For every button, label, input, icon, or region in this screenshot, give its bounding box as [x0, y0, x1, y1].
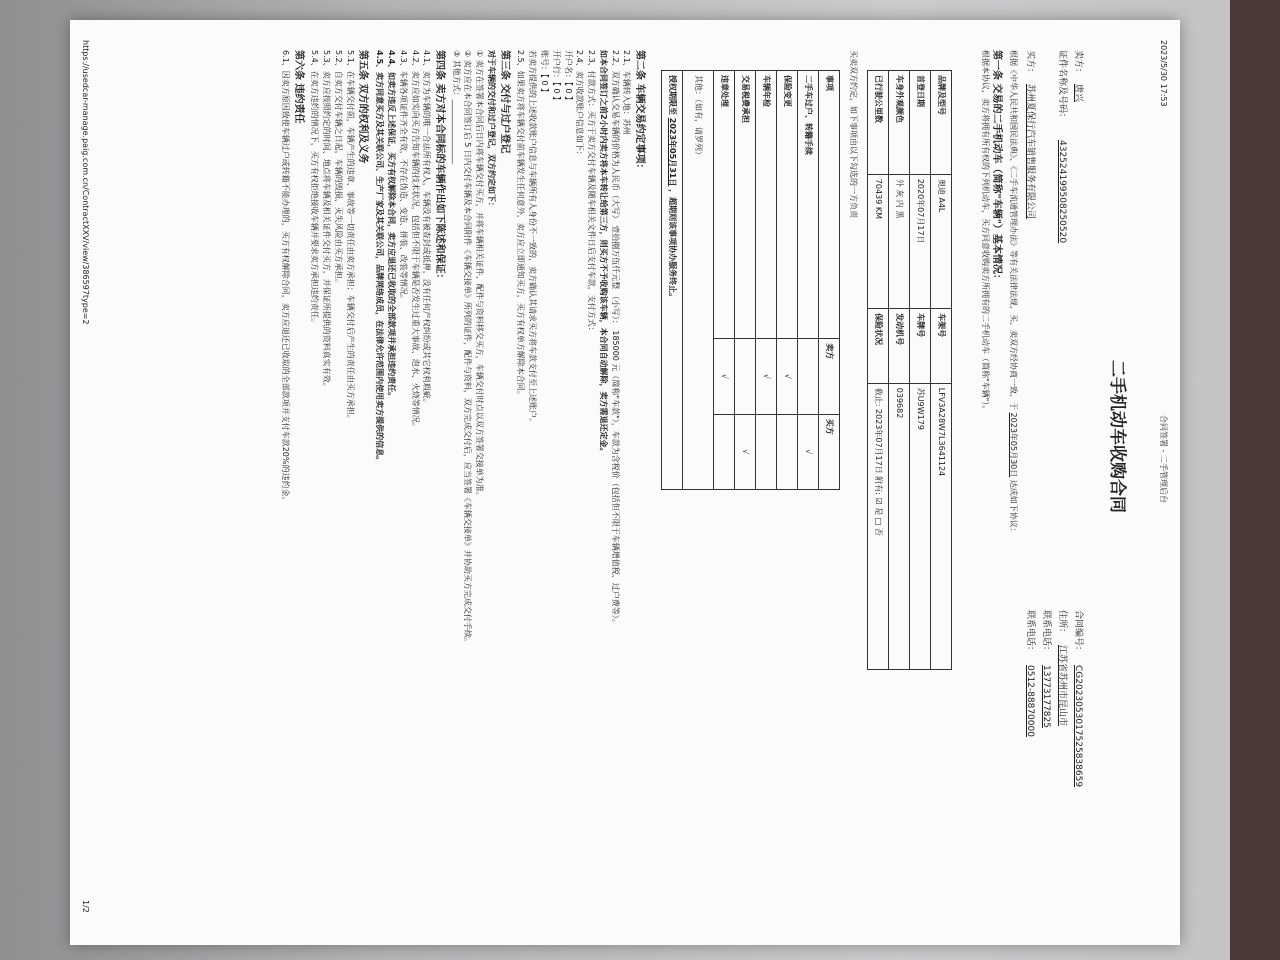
id-label: 证件名称及号码： [1057, 50, 1067, 123]
article-5-1: 5.1、在车辆交付前，车辆产生的违章、事故等一切责任由卖方承担；车辆交付后产生的责任由买方承担。 [345, 50, 355, 423]
print-page-counter: 1/2 [81, 900, 90, 913]
duty-cell-item: 交易税费承担 [735, 71, 756, 339]
sign-date: 2023年05月30日 [1009, 412, 1018, 478]
contract-title: 二手机动车收购合同 [1107, 360, 1127, 513]
address: 江苏省苏州市昆山市 [1057, 645, 1067, 727]
phone-label: 联系电话： [1041, 610, 1051, 656]
article-4-5: 4.5、卖方同意买方及其关联公司、生产厂家及其关联公司，品牌网络成员，在法律允许范围内使用卖方提供的信息。 [375, 50, 385, 465]
article-4-3: 4.3、车辆各项证件齐全有效，不存在伪造、变造、拼装、改装等情况。 [398, 50, 408, 303]
duty-cell-buyer: √ [735, 414, 756, 489]
article-2-4: 2.4、卖方收款账户信息如下： [575, 50, 585, 159]
vehicle-cell-v2: 苏U9W179 [910, 383, 931, 669]
vehicle-cell-k2: 车牌号 [910, 309, 931, 384]
article-3-title: 第三条 交付与过户登记 [498, 50, 510, 154]
duty-cell-seller: √ [714, 339, 735, 414]
article-5-3: 5.3、卖方应按照约定的时间、地点将车辆及相关证件交付买方，并保证所提供的资料真实有效。 [322, 50, 332, 391]
article-2-3: 2.3、付款方式：买方于卖方交付车辆及随车相关文件日后支付车款，支付方式： [587, 50, 597, 335]
article-3-2: ② 卖方应在本合同签订后 5 日内交付车辆及本合同附件《车辆交接单》所列的证件，配件与资料，双方完成交付后，应当签署《车辆交接单》并协助买方完成交付手续。 [463, 50, 473, 646]
articles-body [278, 50, 650, 930]
duty-cell-seller [798, 339, 819, 414]
vehicle-cell-v1: 外 灰 内 黑 [889, 174, 910, 308]
vehicle-row [889, 71, 910, 670]
article-5-4: 5.4、在卖方违约的情况下，买方有权拒绝接收车辆并要求卖方承担违约责任。 [310, 50, 320, 327]
article-4-title: 第四条 卖方对本合同标的车辆作出如下陈述和保证： [433, 50, 445, 284]
vehicle-cell-k1: 已行驶公里数 [868, 71, 889, 175]
duty-row [798, 71, 819, 490]
duty-row [714, 71, 735, 490]
deadline-label: 授权期限至 [668, 75, 678, 115]
duty-cell-item: 违章处理 [714, 71, 735, 339]
buyer-name: 唐兴 [1073, 84, 1083, 103]
duty-head-item: 事项 [819, 71, 840, 339]
duty-cell-seller [735, 339, 756, 414]
vehicle-row [910, 71, 931, 670]
article-1-title: 第一条 交易的二手机动车（简称"车辆"）基本情况： [991, 50, 1003, 284]
seller-phone-label: 联系电话： [1025, 610, 1035, 656]
vehicle-cell-v1: 奥迪 A4L [931, 174, 952, 308]
vehicle-info-table [867, 70, 952, 670]
article-1-intro: 根据本协议，卖方将拥有所有权的下列机动车，买方同意收购卖方所拥有的二手机动车（简称"车辆"）。 [980, 50, 990, 414]
seller-name: 苏州夏保行汽车销售服务有限公司 [1025, 84, 1035, 220]
vehicle-row [931, 71, 952, 670]
deadline-date: 2023年05月31日 [668, 117, 678, 187]
basis-text: 根据《中华人民共和国民法典》、《二手车流通管理办法》等有关法律法规，买、卖双方经协商一致，于 [1009, 50, 1018, 410]
vehicle-cell-k2: 发动机号 [889, 309, 910, 384]
document-sheet [70, 20, 1180, 945]
duty-cell-buyer [714, 414, 735, 489]
duty-table-intro: 买卖双方约定，如下事项由以下勾选的一方负责 [849, 50, 858, 218]
article-4-2: 4.2、卖方应如实向买方告知车辆的技术状况，包括但不限于车辆是否发生过重大事故、泡水、火烧等情况。 [410, 50, 420, 431]
duty-cell-buyer [777, 414, 798, 489]
duty-cell-seller: √ [756, 339, 777, 414]
article-4-1: 4.1、卖方为车辆的唯一合法所有权人，车辆没有被查封或抵押，没有任何产权纠纷或其它权利瑕疵。 [422, 50, 432, 407]
deadline-tail: ，超期则该事项协办服务终止。 [668, 189, 678, 302]
article-5-2: 5.2、自卖方交付车辆之日起，车辆的毁损、灭失风险由买方承担。 [334, 50, 344, 287]
duty-row [756, 71, 777, 490]
duty-cell-item: 二手车过户、转籍手续 [798, 71, 819, 339]
vehicle-cell-k1: 品牌及型号 [931, 71, 952, 175]
duty-head-buyer: 买方 [819, 414, 840, 489]
duty-cell-item: 车辆年检 [756, 71, 777, 339]
account-bank: 开户行：【 0 】 [551, 50, 561, 105]
article-3-3: ③ 其他方式：________________ [451, 50, 461, 164]
id-number: 432524199508250520 [1057, 140, 1067, 244]
vehicle-cell-k2: 车架号 [931, 309, 952, 384]
buyer-label: 卖方： [1073, 50, 1083, 78]
duty-head-seller: 卖方 [819, 339, 840, 414]
address-label: 住所： [1057, 610, 1067, 638]
vehicle-cell-v1: 70439 KM [868, 174, 889, 308]
vehicle-row [868, 71, 889, 670]
vehicle-cell-v2: 截止: 2023年07月17日 附有: ☑ 是 □ 否 [868, 383, 889, 669]
article-5-title: 第五条 双方的权利及义务 [357, 50, 369, 164]
duty-row [777, 71, 798, 490]
account-name: 开户名：【 0 】 [563, 50, 573, 105]
phone: 13773177825 [1041, 665, 1051, 728]
article-4-4: 4.4、如卖方违反上述保证，买方有权解除本合同，卖方应退还已收取的全部款项并承担违约责任。 [386, 50, 396, 401]
seller-label: 买方： [1025, 50, 1035, 78]
article-6-1: 6.1、因卖方原因致使车辆过户或转籍不能办理的，买方有权解除合同，卖方应退还已收取的全部款项并支付车款20%的违约金。 [281, 50, 291, 505]
vehicle-cell-v1: 2020年07月17日 [910, 174, 931, 308]
parties-block [979, 50, 1084, 920]
duty-table [661, 70, 840, 490]
article-2-2-note: 如本合同签订之前2小时内卖方将本车转让给第三方，则买方不予收购该车辆，本合同自动解除，卖方需退还定金。 [598, 50, 608, 456]
contract-no: CG20230530175258386​59 [1073, 665, 1083, 788]
article-2-1: 2.1、车辆转入地：苏州 [622, 50, 632, 135]
article-2-title: 第二条 车辆交易约定事项： [634, 50, 645, 174]
print-datetime: 2023/5/30 17:53 [1159, 40, 1168, 107]
print-site-name: 合同签署 - 二手管理后台 [1159, 415, 1168, 503]
vehicle-cell-k1: 车身外观颜色 [889, 71, 910, 175]
desk-edge [1230, 0, 1280, 960]
article-3-intro: 对于车辆的交付和过户登记，双方约定如下： [487, 50, 497, 210]
duty-cell-seller: √ [777, 339, 798, 414]
seller-phone: 0512-88870000 [1025, 665, 1035, 737]
account-number: 账号：【 0 】 [539, 50, 549, 97]
duty-cell-buyer: √ [798, 414, 819, 489]
duty-other: 其他：（如有，请罗列） [683, 71, 714, 490]
print-footer-url: https://usedcar-manage.paig.com.cn/ContractXXV/view/386597type=2 [81, 40, 90, 325]
contract-no-label: 合同编号： [1073, 610, 1083, 656]
duty-row [735, 71, 756, 490]
article-2-5: 2.5、如果卖方将车辆交付前车辆发生任何意外，卖方应立即通知买方，买方有权单方解除本合同。 [516, 50, 526, 399]
contract-page [70, 20, 1180, 945]
duty-cell-item: 保险变更 [777, 71, 798, 339]
account-note: 若卖方提供的上述收款账户信息与车辆所有人身份不一致的，卖方确认其请求买方将车款支付至上述账户。 [528, 50, 538, 426]
vehicle-cell-k2: 保险状况 [868, 309, 889, 384]
article-3-1: ① 卖方在签署本合同后日内将车辆交付买方，并将车辆相关证件、配件与资料移交买方，车辆交付时点以双方签署交接单为准。 [475, 50, 485, 500]
vehicle-cell-k1: 首登日期 [910, 71, 931, 175]
article-6-title: 第六条 违约责任 [292, 50, 304, 124]
vehicle-cell-v2: LFV3A28W7L3641124 [931, 383, 952, 669]
article-2-2: 2.2、双方确认交易车辆的价格为人民币（大写） 壹拾捌万伍仟元整 （小写）： 185000 元（简称"车款"），车款为含税价（包括但不限于车辆增值税、过户费等）。 [610, 50, 620, 627]
duty-cell-buyer [756, 414, 777, 489]
vehicle-cell-v2: 039682 [889, 383, 910, 669]
basis-tail: 达成如下协议： [1009, 479, 1018, 536]
